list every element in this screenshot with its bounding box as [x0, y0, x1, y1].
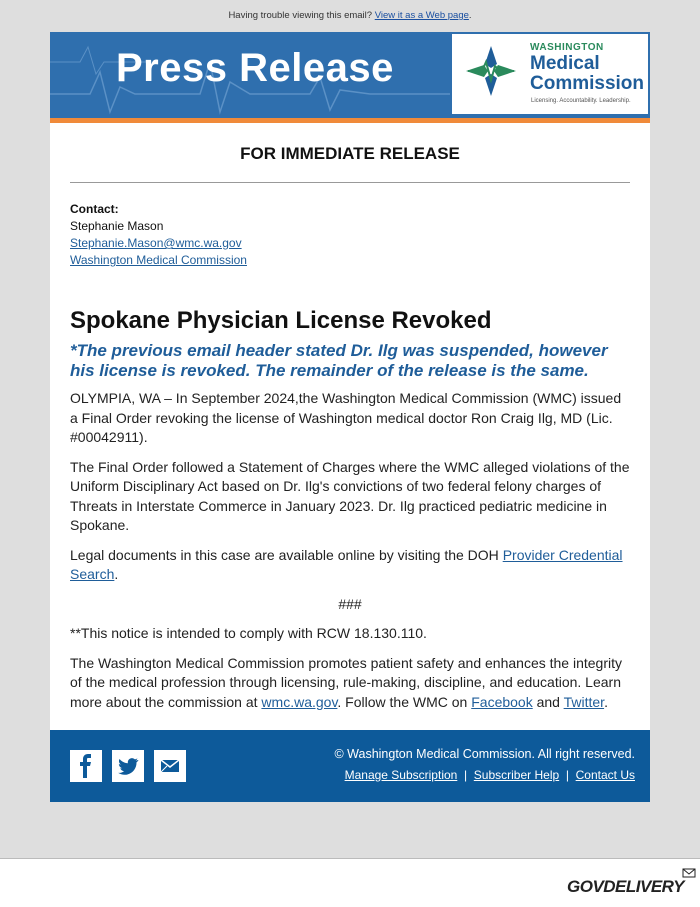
provider-credential-search-link[interactable]: Provider Credential Search	[70, 546, 623, 582]
logo-tagline: Licensing. Accountability. Leadership.	[531, 98, 631, 104]
immediate-release-label: FOR IMMEDIATE RELEASE	[240, 144, 460, 163]
logo-line-1: Medical	[530, 53, 600, 74]
paragraph-2: The Final Order followed a Statement of Charges where the WMC alleged violations of the Uniform Disciplinary Act based on Dr. Ilg's convictions of two federal felony charges of Threats in Interstate Commerce in January 2023. Dr. Ilg practiced pediatric medicine in Spokane.	[70, 458, 630, 533]
contact-us-link[interactable]: Contact Us	[575, 768, 635, 782]
release-content	[50, 123, 650, 730]
correction-notice: *The previous email header stated Dr. Ilg was suspended, however his license is revoked. The remainder of the release is the same.	[70, 341, 608, 380]
contact-block	[70, 201, 630, 269]
govdelivery-text: GOVDELIVERY	[567, 877, 684, 896]
press-release-banner	[50, 32, 650, 118]
facebook-link[interactable]: Facebook	[471, 693, 533, 710]
envelope-icon	[682, 867, 696, 879]
email-icon	[154, 750, 186, 782]
paragraph-4	[70, 654, 630, 713]
govdelivery-bar	[0, 858, 700, 907]
email-card	[50, 32, 650, 802]
rcw-notice: **This notice is intended to comply with RCW 18.130.110.	[70, 625, 427, 641]
twitter-link[interactable]: Twitter	[563, 693, 605, 710]
contact-email-link[interactable]: Stephanie.Mason@wmc.wa.gov	[70, 236, 242, 250]
footer-copyright: © Washington Medical Commission. All right reserved.	[334, 747, 635, 761]
facebook-button[interactable]	[70, 750, 102, 782]
govdelivery-logo[interactable]	[567, 877, 684, 897]
paragraph-1: OLYMPIA, WA – In September 2024,the Washington Medical Commission (WMC) issued a Final Order revoking the license of Washington medical doctor Ron Craig Ilg, MD (Lic. #00042911).	[70, 390, 622, 445]
wmc-website-link[interactable]: wmc.wa.gov	[261, 693, 338, 710]
wmc-logo	[452, 34, 648, 114]
footer-links	[345, 768, 635, 782]
facebook-icon	[70, 750, 102, 782]
headline: Spokane Physician License Revoked	[70, 307, 492, 334]
paragraph-3	[70, 546, 630, 585]
horizontal-rule	[70, 182, 630, 183]
paragraph-3-tail: .	[114, 566, 119, 582]
paragraph-4-text: The Washington Medical Commission promotes patient safety and enhances the integrity of the medical profession through licensing, rule-making, discipline, and education. Learn more about the commission at	[70, 654, 622, 710]
view-web-page-link[interactable]: View it as a Web page	[374, 10, 469, 21]
preheader-text: Having trouble viewing this email?	[228, 10, 373, 21]
wmc-logo-mark-icon	[464, 44, 518, 98]
paragraph-4-and: and	[532, 693, 564, 710]
email-button[interactable]	[154, 750, 186, 782]
banner-title: Press Release	[116, 46, 394, 90]
footer-separator: |	[565, 768, 569, 782]
manage-subscription-link[interactable]: Manage Subscription	[344, 768, 458, 782]
contact-name: Stephanie Mason	[70, 219, 164, 233]
preheader	[0, 10, 700, 21]
preheader-tail: .	[468, 10, 472, 21]
contact-label: Contact:	[70, 202, 119, 216]
logo-line-2: Commission	[530, 73, 645, 94]
paragraph-4-mid: . Follow the WMC on	[337, 693, 472, 710]
logo-state: WASHINGTON	[530, 42, 604, 53]
email-footer	[50, 730, 650, 802]
twitter-icon	[112, 750, 144, 782]
twitter-button[interactable]	[112, 750, 144, 782]
paragraph-4-end: .	[604, 693, 608, 710]
separator: ###	[338, 595, 362, 612]
subscriber-help-link[interactable]: Subscriber Help	[473, 768, 560, 782]
footer-separator: |	[464, 768, 468, 782]
contact-org-link[interactable]: Washington Medical Commission	[70, 253, 247, 267]
paragraph-3-text: Legal documents in this case are available online by visiting the DOH	[70, 546, 503, 563]
